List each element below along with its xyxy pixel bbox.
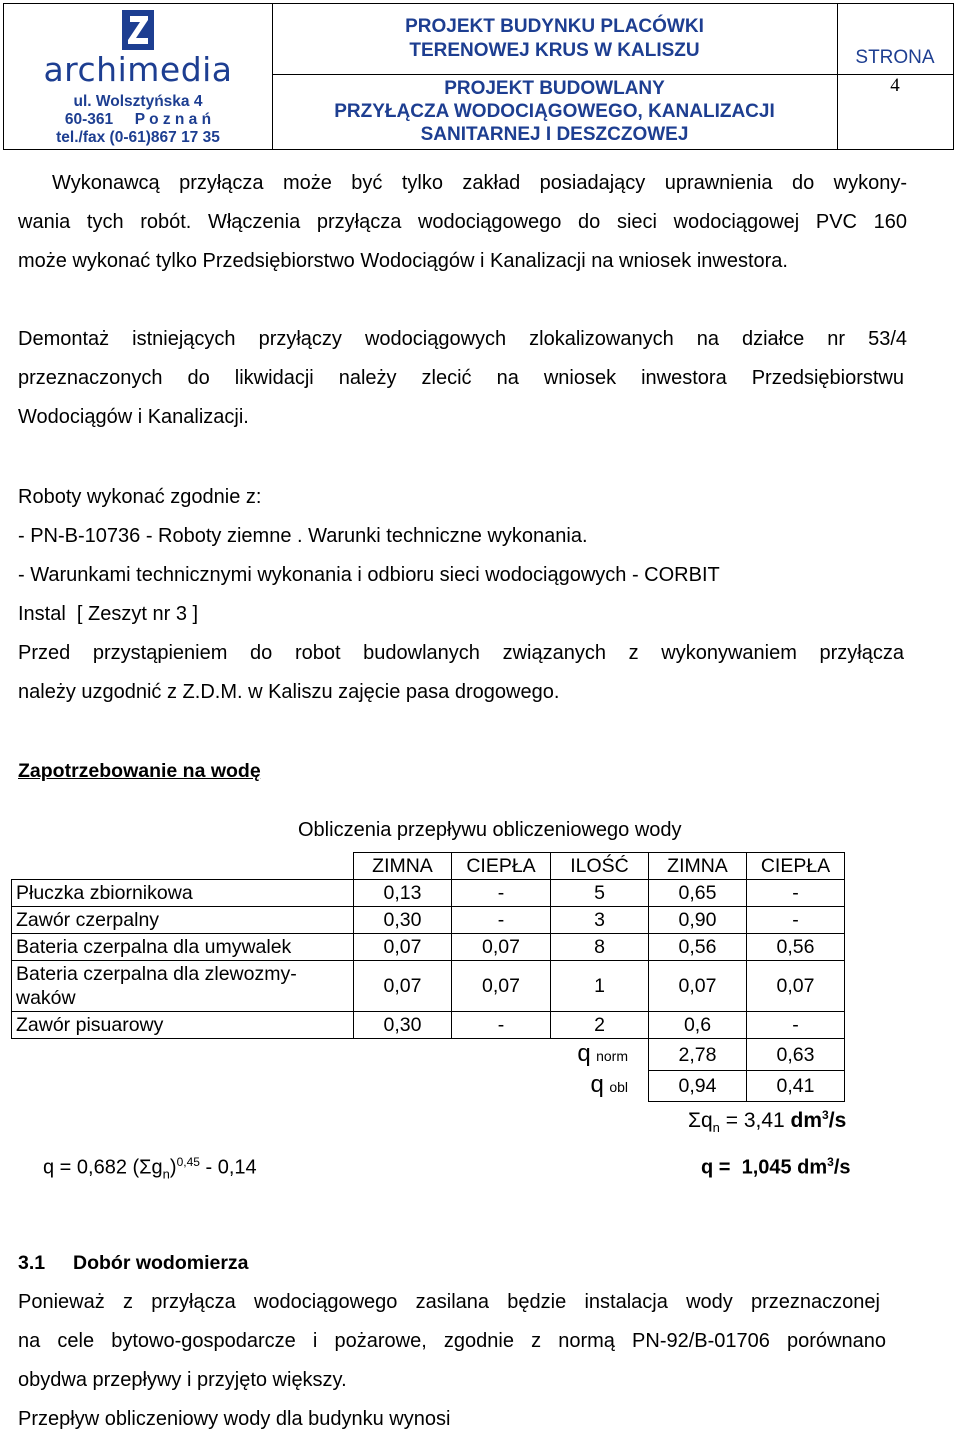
column-header: ILOŚĆ bbox=[551, 853, 649, 880]
page-label-box bbox=[837, 4, 953, 75]
fixture-name-line: Bateria czerpalna dla zlewozmy- bbox=[16, 963, 297, 985]
company-postal: 60-361 P o z n a ń bbox=[64, 111, 212, 128]
table-row bbox=[12, 907, 845, 934]
table-cell: - bbox=[747, 1012, 845, 1039]
table-cell: 8 bbox=[551, 934, 649, 961]
table-cell: 0,07 bbox=[354, 961, 452, 1012]
paragraph-line: na cele bytowo-gospodarcze i pożarowe, zgodnie z normą PN-92/B-01706 porównano bbox=[18, 1330, 886, 1352]
q-obl-zimna: 0,94 bbox=[649, 1071, 747, 1102]
page-number: 4 bbox=[890, 75, 900, 96]
table-row bbox=[12, 961, 845, 1012]
paragraph-line: Demontaż istniejących przyłączy wodociągowych zlokalizowanych na działce nr 53/4 bbox=[18, 328, 907, 350]
table-cell: - bbox=[747, 907, 845, 934]
section-heading: Zapotrzebowanie na wodę bbox=[18, 760, 261, 782]
table-cell: - bbox=[747, 880, 845, 907]
q-norm-zimna: 2,78 bbox=[649, 1039, 747, 1071]
page-label: STRONA bbox=[855, 47, 935, 68]
flow-result: q = 1,045 $dm^3/s$ bbox=[701, 1155, 851, 1179]
table-cell: 0,6 bbox=[649, 1012, 747, 1039]
fixture-name: Bateria czerpalna dla umywalek bbox=[12, 934, 354, 961]
table-cell: 0,56 bbox=[649, 934, 747, 961]
fixture-name: Zawór pisuarowy bbox=[12, 1012, 354, 1039]
paragraph-line: Roboty wykonać zgodnie z: bbox=[18, 486, 262, 508]
company-cell bbox=[4, 4, 273, 149]
page-cell bbox=[837, 4, 953, 149]
fixture-name: Płuczka zbiornikowa bbox=[12, 880, 354, 907]
table-cell: 0,07 bbox=[452, 934, 551, 961]
table-row bbox=[12, 1012, 845, 1039]
fixture-name bbox=[12, 961, 354, 1012]
project-title-line2: TERENOWEJ KRUS W KALISZU bbox=[409, 40, 700, 61]
paragraph-line: wania tych robót. Włączenia przyłącza wodociągowego do sieci wodociągowej PVC 160 bbox=[18, 211, 907, 233]
flow-formula: q = 0,682 $(\Sigma g_n)^{0,45} - 0,14$ bbox=[43, 1155, 257, 1182]
project-subtitle-line2: PRZYŁĄCZA WODOCIĄGOWEGO, KANALIZACJI bbox=[334, 101, 775, 122]
paragraph-line: Przed przystąpieniem do robot budowlanych związanych z wykonywaniem przyłącza bbox=[18, 642, 904, 664]
q-norm-ciepla: 0,63 bbox=[747, 1039, 845, 1071]
flow-table bbox=[11, 852, 845, 1102]
table-header-row bbox=[12, 853, 845, 880]
fixture-name-line: waków bbox=[16, 987, 76, 1009]
paragraph-line: Wykonawcą przyłącza może być tylko zakład posiadający uprawnienia do wykony- bbox=[52, 172, 907, 194]
table-cell: - bbox=[452, 1012, 551, 1039]
paragraph-line: Ponieważ z przyłącza wodociągowego zasilana będzie instalacja wody przeznaczonej bbox=[18, 1291, 880, 1313]
q-norm-label: q norm bbox=[577, 1039, 628, 1067]
table-cell: 0,56 bbox=[747, 934, 845, 961]
section-number: 3.1 bbox=[18, 1252, 46, 1274]
paragraph-line: Wodociągów i Kanalizacji. bbox=[18, 406, 249, 428]
q-obl-ciepla: 0,41 bbox=[747, 1071, 845, 1102]
paragraph-line: może wykonać tylko Przedsiębiorstwo Wodociągów i Kanalizacji na wniosek inwestora. bbox=[18, 250, 788, 272]
table-cell: 0,13 bbox=[354, 880, 452, 907]
column-header: CIEPŁA bbox=[747, 853, 845, 880]
project-title-line1: PROJEKT BUDYNKU PLACÓWKI bbox=[405, 16, 704, 37]
paragraph-line: - PN-B-10736 - Roboty ziemne . Warunki techniczne wykonania. bbox=[18, 525, 588, 547]
paragraph-line: należy uzgodnić z Z.D.M. w Kaliszu zajęcie pasa drogowego. bbox=[18, 681, 560, 703]
table-corner bbox=[12, 853, 354, 880]
table-row bbox=[12, 880, 845, 907]
table-cell: 3 bbox=[551, 907, 649, 934]
company-address: ul. Wolsztyńska 4 bbox=[73, 93, 203, 110]
flow-sum: $\Sigma q_n = 3,41$ $dm^3/s$ bbox=[688, 1108, 847, 1136]
table-cell: - bbox=[452, 907, 551, 934]
table-row bbox=[12, 934, 845, 961]
section-heading: Dobór wodomierza bbox=[73, 1252, 249, 1274]
table-cell: - bbox=[452, 880, 551, 907]
table-cell: 1 bbox=[551, 961, 649, 1012]
company-logo-icon bbox=[122, 10, 154, 50]
table-cell: 0,07 bbox=[354, 934, 452, 961]
project-title-cell bbox=[272, 4, 838, 149]
table-cell: 0,07 bbox=[649, 961, 747, 1012]
table-cell: 0,65 bbox=[649, 880, 747, 907]
column-header: ZIMNA bbox=[354, 853, 452, 880]
paragraph-line: Instal [ Zeszyt nr 3 ] bbox=[18, 603, 199, 625]
table-cell: 0,30 bbox=[354, 907, 452, 934]
q-obl-label: q obl bbox=[590, 1071, 628, 1098]
column-header: ZIMNA bbox=[649, 853, 747, 880]
table-cell: 0,07 bbox=[452, 961, 551, 1012]
paragraph-line: Przepływ obliczeniowy wody dla budynku wynosi bbox=[18, 1408, 451, 1430]
q-norm-row bbox=[12, 1039, 845, 1071]
table-cell: 2 bbox=[551, 1012, 649, 1039]
company-phone: tel./fax (0-61)867 17 35 bbox=[56, 129, 220, 146]
project-subtitle-line3: SANITARNEJ I DESZCZOWEJ bbox=[420, 124, 689, 145]
fixture-name: Zawór czerpalny bbox=[12, 907, 354, 934]
project-subtitle-line1: PROJEKT BUDOWLANY bbox=[444, 78, 665, 99]
company-logo-text: archimedia bbox=[43, 50, 233, 89]
table-cell: 0,07 bbox=[747, 961, 845, 1012]
document-header bbox=[3, 3, 954, 150]
table-cell: 0,90 bbox=[649, 907, 747, 934]
table-caption: Obliczenia przepływu obliczeniowego wody bbox=[298, 819, 682, 841]
q-obl-row bbox=[12, 1071, 845, 1102]
column-header: CIEPŁA bbox=[452, 853, 551, 880]
project-name-box bbox=[272, 4, 837, 75]
table-cell: 0,30 bbox=[354, 1012, 452, 1039]
paragraph-line: przeznaczonych do likwidacji należy zlecić na wniosek inwestora Przedsiębiorstwu bbox=[18, 367, 904, 389]
table-cell: 5 bbox=[551, 880, 649, 907]
paragraph-line: - Warunkami technicznymi wykonania i odbioru sieci wodociągowych - CORBIT bbox=[18, 564, 720, 586]
paragraph-line: obydwa przepływy i przyjęto większy. bbox=[18, 1369, 347, 1391]
